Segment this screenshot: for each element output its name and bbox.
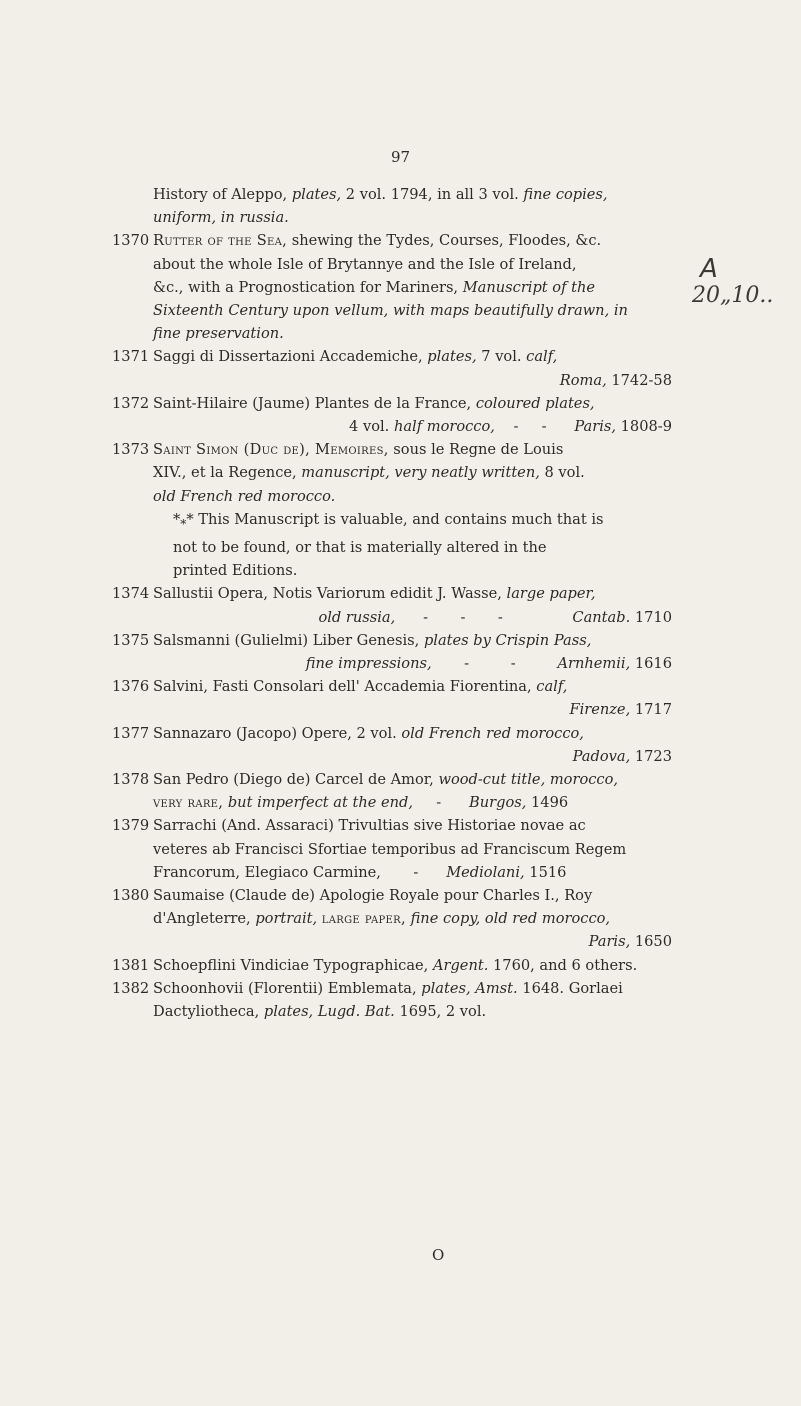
catalogue-entry — [112, 768, 672, 814]
lot-number: 1380 — [112, 887, 150, 904]
entry-line: History of Aleppo, plates, 2 vol. 1794, in all 3 vol. fine copies, — [153, 186, 608, 203]
entry-line: Saggi di Dissertazioni Accademiche, plates, 7 vol. calf, — [153, 348, 558, 366]
lot-number: 1372 — [112, 394, 150, 412]
entry-line: fine preservation. — [153, 325, 284, 343]
catalogue-entry — [112, 884, 672, 954]
entry-line: Saumaise (Claude de) Apologie Royale pour Charles I., Roy — [153, 887, 593, 904]
handwritten-grade-annotation: A — [700, 254, 718, 284]
entry-line: Saint-Hilaire (Jaume) Plantes de la France, coloured plates, — [153, 394, 595, 412]
lot-number: 1373 — [112, 441, 150, 459]
entry-line: about the whole Isle of Brytannye and the Isle of Ireland, — [153, 255, 577, 273]
lot-number: 1381 — [112, 956, 150, 974]
catalogue-entry — [112, 629, 672, 675]
entry-note — [112, 508, 672, 583]
catalogue-entry — [112, 438, 672, 508]
entry-line: not to be found, or that is materially altered in the — [173, 538, 547, 556]
entry-line: Sixteenth Century upon vellum, with maps beautifully drawn, in — [153, 302, 628, 320]
lot-number: 1375 — [112, 631, 150, 649]
entry-line: Salsmanni (Gulielmi) Liber Genesis, plates by Crispin Pass, — [153, 631, 592, 649]
catalogue-entry — [112, 954, 672, 977]
catalogue-entry — [112, 582, 672, 628]
entry-line: Rutter of the Sea, shewing the Tydes, Courses, Floodes, &c. — [153, 232, 602, 250]
entry-line: Schoonhovii (Florentii) Emblemata, plates, Amst. 1648. Gorlaei — [153, 979, 623, 997]
entry-line: &c., with a Prognostication for Mariners, Manuscript of the — [153, 278, 596, 296]
entry-line: old russia, - - - Cantab. 1710 — [318, 608, 672, 626]
entry-line: veteres ab Francisci Sfortiae temporibus ad Franciscum Regem — [153, 840, 627, 858]
entry-line: Saint Simon (Duc de), Memoires, sous le Regne de Louis — [153, 441, 564, 459]
lot-number: 1378 — [112, 770, 150, 788]
page-number: 97 — [390, 148, 411, 166]
entry-line: Roma, 1742-58 — [559, 371, 672, 389]
entry-line: d'Angleterre, portrait, large paper, fine copy, old red morocco, — [153, 910, 611, 928]
catalogue-entry — [112, 229, 672, 345]
lot-number: 1377 — [112, 724, 150, 742]
entry-line: Salvini, Fasti Consolari dell' Accademia Fiorentina, calf, — [153, 678, 568, 696]
catalogue-entry — [112, 977, 672, 1023]
lot-number: 1382 — [112, 979, 150, 997]
lot-number: 1374 — [112, 585, 150, 603]
catalogue-entry — [112, 722, 672, 768]
catalogue-entry — [112, 392, 672, 438]
entry-line: Paris, 1650 — [588, 933, 672, 951]
entry-line: Sallustii Opera, Notis Variorum edidit J. Wasse, large paper, — [153, 585, 596, 603]
entry-line: Sarrachi (And. Assaraci) Trivultias sive Historiae novae ac — [153, 817, 586, 835]
entry-line: $*_**$ This Manuscript is valuable, and contains much that is — [173, 510, 604, 531]
catalogue-entry — [112, 183, 672, 229]
lot-number: 1379 — [112, 817, 150, 835]
entry-line: Dactyliotheca, plates, Lugd. Bat. 1695, 2 vol. — [153, 1003, 487, 1021]
entry-line: Francorum, Elegiaco Carmine, - Mediolani, 1516 — [153, 863, 567, 881]
entry-line: fine impressions, - - Arnhemii, 1616 — [305, 654, 672, 672]
entry-line: Firenze, 1717 — [569, 701, 672, 719]
lot-number: 1371 — [112, 348, 150, 366]
catalogue-entry — [112, 345, 672, 391]
entry-line: very rare, but imperfect at the end, - Burgos, 1496 — [153, 794, 569, 812]
catalogue-entry — [112, 675, 672, 721]
entry-line: Sannazaro (Jacopo) Opere, 2 vol. old French red morocco, — [153, 724, 584, 742]
catalogue-entry — [112, 814, 672, 884]
catalogue-entries — [112, 183, 672, 1023]
entry-line: XIV., et la Regence, manuscript, very neatly written, 8 vol. — [153, 464, 585, 482]
entry-line: Padova, 1723 — [572, 747, 672, 765]
lot-number: 1376 — [112, 678, 150, 696]
entry-line: 4 vol. half morocco, - - Paris, 1808-9 — [349, 418, 672, 436]
entry-line: old French red morocco. — [153, 487, 336, 505]
entry-line: San Pedro (Diego de) Carcel de Amor, wood-cut title, morocco, — [153, 770, 619, 788]
entry-line: printed Editions. — [173, 562, 298, 580]
entry-line: Schoepflini Vindiciae Typographicae, Argent. 1760, and 6 others. — [153, 956, 638, 974]
lot-number: 1370 — [112, 232, 150, 250]
handwritten-price-annotation: 20„10.. — [692, 283, 774, 308]
signature-mark: O — [432, 1246, 445, 1264]
entry-line: uniform, in russia. — [153, 209, 289, 227]
